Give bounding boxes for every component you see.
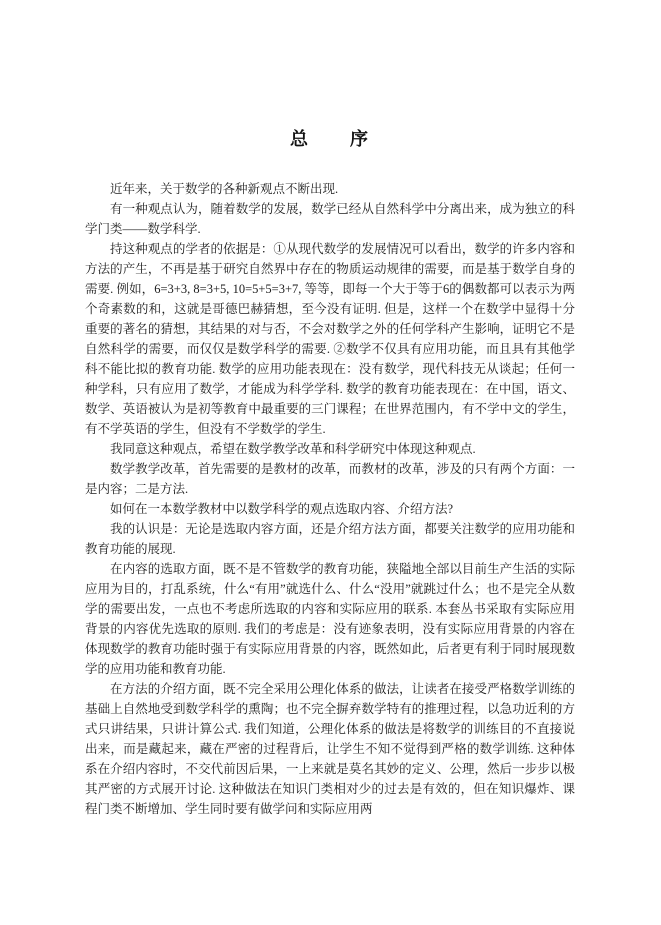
paragraph: 在内容的选取方面，既不是不管数学的教育功能，狭隘地全部以目前生产生活的实际应用为目的，打乱系统，什么“有用”就选什么、什么“没用”就跳过什么；也不是完全从数学的需要出发，一点也不考虑所选取的内容和实际应用的联系. 本套丛书采取有实际应用背景的内容优先选取的原则. 我们的考虑是：没有迹象表明，没有实际应用背景的内容在体现数学的教育功能时强于有实际应用背景的内容，既然如此，后者更有利于同时展现数学的应用功能和教育功能. [85,562,575,676]
paragraph: 持这种观点的学者的依据是：①从现代数学的发展情况可以看出，数学的许多内容和方法的产生，不再是基于研究自然界中存在的物质运动规律的需要，而是基于数学自身的需要. 例如，6=3+3, 8=3+5, 10=5+5=3+7, 等等，即每一个大于等于6的偶数都可以表示为两个奇素数的和，这就是哥德巴赫猜想，至今没有证明. 但是，这样一个在数学中显得十分重要的著名的猜想，其结果的对与否，不会对数学之外的任何学科产生影响，证明它不是自然科学的需要，而仅仅是数学科学的需要. ②数学不仅具有应用功能，而且具有其他学科不能比拟的教育功能. 数学的应用功能表现在：没有数学，现代科技无从谈起；任何一种学科，只有应用了数学，才能成为科学学科. 数学的教育功能表现在：在中国，语文、数学、英语被认为是初等教育中最重要的三门课程；在世界范围内，有不学中文的学生，有不学英语的学生，但没有不学数学的学生. [85,242,575,436]
paragraph: 如何在一本数学教材中以数学科学的观点选取内容、介绍方法? [110,502,454,516]
paragraph: 近年来，关于数学的各种新观点不断出现. [110,182,339,196]
document-body [85,179,575,819]
page-title: 总 序 [290,129,370,149]
paragraph: 在方法的介绍方面，既不完全采用公理化体系的做法，让读者在接受严格数学训练的基础上自然地受到数学科学的熏陶；也不完全摒弃数学特有的推理过程，以急功近利的方式只讲结果，只讲计算公式. 我们知道，公理化体系的做法是将数学的训练目的不直接说出来，而是藏起来，藏在严密的过程背后，让学生不知不觉得到严格的数学训练. 这种体系在介绍内容时，不交代前因后果，一上来就是莫名其妙的定义、公理，然后一步步以极其严密的方式展开讨论. 这种做法在知识门类相对少的过去是有效的，但在知识爆炸、课程门类不断增加、学生同时要有做学问和实际应用两 [85,682,575,816]
paragraph: 数学教学改革，首先需要的是教材的改革，而教材的改革，涉及的只有两个方面：一是内容；二是方法. [85,462,575,496]
paragraph: 我同意这种观点，希望在数学教学改革和科学研究中体现这种观点. [110,442,476,456]
paragraph: 我的认识是：无论是选取内容方面，还是介绍方法方面，都要关注数学的应用功能和教育功能的展现. [85,522,575,556]
paragraph: 有一种观点认为，随着数学的发展，数学已经从自然科学中分离出来，成为独立的科学门类——数学科学. [85,202,575,236]
